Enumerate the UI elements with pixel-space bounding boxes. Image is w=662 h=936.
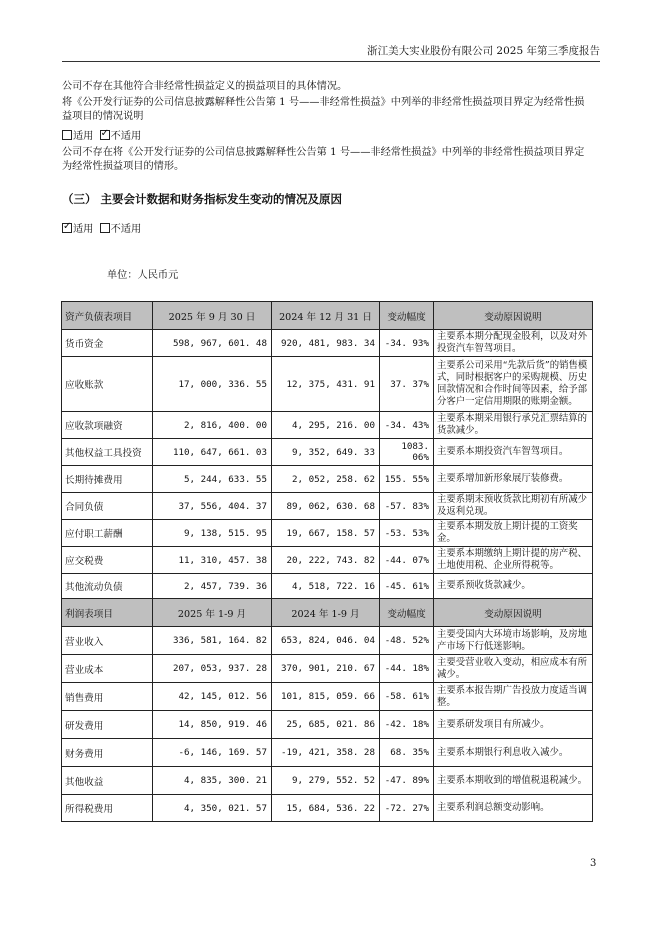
checkbox-not-applicable-2[interactable] xyxy=(100,223,110,233)
row-prior-value: 12, 375, 431. 91 xyxy=(272,357,380,412)
row-item: 其他流动负债 xyxy=(62,574,153,599)
header-rule xyxy=(62,61,600,62)
row-reason: 主要系预收货款减少。 xyxy=(434,574,593,599)
row-item: 合同负债 xyxy=(62,493,153,520)
row-change: -58. 61% xyxy=(380,683,434,711)
row-item: 其他收益 xyxy=(62,767,153,795)
table-row xyxy=(62,520,593,547)
row-current-value: 598, 967, 601. 48 xyxy=(153,330,272,357)
row-reason: 主要受营业收入变动，相应成本有所减少。 xyxy=(434,655,593,683)
row-prior-value: 920, 481, 983. 34 xyxy=(272,330,380,357)
table-row xyxy=(62,739,593,767)
row-current-value: 336, 581, 164. 82 xyxy=(153,627,272,655)
row-item: 应收款项融资 xyxy=(62,412,153,439)
checkbox-applicable-label-1: 适用 xyxy=(73,131,94,142)
row-item: 研发费用 xyxy=(62,711,153,739)
row-reason: 主要受国内大环境市场影响，及房地产市场下行低迷影响。 xyxy=(434,627,593,655)
row-change: -44. 07% xyxy=(380,547,434,574)
row-item: 应交税费 xyxy=(62,547,153,574)
row-reason: 主要系利润总额变动影响。 xyxy=(434,795,593,822)
column-header: 2025 年 9 月 30 日 xyxy=(153,302,272,330)
row-reason: 主要系本期缴纳上期计提的房产税、土地使用税、企业所得税等。 xyxy=(434,547,593,574)
column-header: 2024 年 1-9 月 xyxy=(272,599,380,627)
row-reason: 主要系本期银行利息收入减少。 xyxy=(434,739,593,767)
row-change: 155. 55% xyxy=(380,466,434,493)
table-row xyxy=(62,683,593,711)
table-row xyxy=(62,711,593,739)
row-prior-value: 101, 815, 059. 66 xyxy=(272,683,380,711)
row-reason: 主要系期末预收货款比期初有所减少及返利兑现。 xyxy=(434,493,593,520)
row-item: 其他权益工具投资 xyxy=(62,439,153,466)
row-item: 营业成本 xyxy=(62,655,153,683)
section-title: （三） 主要会计数据和财务指标发生变动的情况及原因 xyxy=(62,192,343,206)
row-change: -72. 27% xyxy=(380,795,434,822)
page-number: 3 xyxy=(590,858,597,869)
table-row xyxy=(62,547,593,574)
income-header-row xyxy=(62,599,593,627)
column-header: 变动原因说明 xyxy=(434,599,593,627)
row-current-value: 110, 647, 661. 03 xyxy=(153,439,272,466)
financial-changes-table xyxy=(61,301,593,822)
row-reason: 主要系本期投资汽车智驾项目。 xyxy=(434,439,593,466)
row-current-value: 207, 053, 937. 28 xyxy=(153,655,272,683)
checkbox-applicable-2[interactable] xyxy=(62,223,72,233)
applicability-check-2 xyxy=(62,223,141,236)
row-prior-value: 9, 279, 552. 52 xyxy=(272,767,380,795)
row-reason: 主要系公司采用“先款后货”的销售模式，同时根据客户的采购规模、历史回款情况和合作时间等因素，给予部分客户一定信用期限的账期金额。 xyxy=(434,357,593,412)
row-current-value: 4, 350, 021. 57 xyxy=(153,795,272,822)
row-reason: 主要系研发项目有所减少。 xyxy=(434,711,593,739)
column-header: 利润表项目 xyxy=(62,599,153,627)
row-change: 37. 37% xyxy=(380,357,434,412)
checkbox-not-applicable-label-1: 不适用 xyxy=(110,131,142,142)
row-prior-value: 2, 052, 258. 62 xyxy=(272,466,380,493)
column-header: 资产负债表项目 xyxy=(62,302,153,330)
row-current-value: -6, 146, 169. 57 xyxy=(153,739,272,767)
row-change: -34. 43% xyxy=(380,412,434,439)
row-change: -42. 18% xyxy=(380,711,434,739)
row-current-value: 42, 145, 012. 56 xyxy=(153,683,272,711)
applicability-check-1 xyxy=(62,130,141,143)
table-row xyxy=(62,655,593,683)
row-current-value: 37, 556, 404. 37 xyxy=(153,493,272,520)
intro-paragraph-1: 公司不存在其他符合非经常性损益定义的损益项目的具体情况。 xyxy=(62,81,348,92)
row-change: -44. 18% xyxy=(380,655,434,683)
row-prior-value: 653, 824, 046. 04 xyxy=(272,627,380,655)
row-current-value: 11, 310, 457. 38 xyxy=(153,547,272,574)
row-current-value: 9, 138, 515. 95 xyxy=(153,520,272,547)
row-prior-value: -19, 421, 358. 28 xyxy=(272,739,380,767)
row-prior-value: 89, 062, 630. 68 xyxy=(272,493,380,520)
row-prior-value: 25, 685, 021. 86 xyxy=(272,711,380,739)
table-row xyxy=(62,439,593,466)
row-current-value: 2, 816, 400. 00 xyxy=(153,412,272,439)
currency-unit: 单位：人民币元 xyxy=(107,270,179,281)
checkbox-applicable-label-2: 适用 xyxy=(73,224,94,235)
table-row xyxy=(62,357,593,412)
column-header: 变动幅度 xyxy=(380,599,434,627)
checkmark-icon: ✓ xyxy=(100,128,110,139)
column-header: 2024 年 12 月 31 日 xyxy=(272,302,380,330)
checkbox-applicable-1[interactable] xyxy=(62,130,72,140)
intro-paragraph-2: 将《公开发行证券的公司信息披露解释性公告第 1 号——非经常性损益》中列举的非经常性损益项目界定为经常性损益项目的情况说明 xyxy=(62,97,585,122)
row-change: 1083. 06% xyxy=(380,439,434,466)
table-row xyxy=(62,627,593,655)
row-reason: 主要系本期发放上期计提的工资奖金。 xyxy=(434,520,593,547)
row-prior-value: 19, 667, 158. 57 xyxy=(272,520,380,547)
row-item: 营业收入 xyxy=(62,627,153,655)
row-change: 68. 35% xyxy=(380,739,434,767)
row-item: 长期待摊费用 xyxy=(62,466,153,493)
row-reason: 主要系本报告期广告投放力度适当调整。 xyxy=(434,683,593,711)
report-header: 浙江美大实业股份有限公司 2025 年第三季度报告 xyxy=(367,45,600,57)
row-item: 应收账款 xyxy=(62,357,153,412)
table-row xyxy=(62,574,593,599)
row-current-value: 17, 000, 336. 55 xyxy=(153,357,272,412)
row-current-value: 5, 244, 633. 55 xyxy=(153,466,272,493)
checkbox-not-applicable-label-2: 不适用 xyxy=(110,224,142,235)
row-item: 应付职工薪酬 xyxy=(62,520,153,547)
checkmark-icon: ✓ xyxy=(63,221,72,232)
row-prior-value: 4, 518, 722. 16 xyxy=(272,574,380,599)
column-header: 2025 年 1-9 月 xyxy=(153,599,272,627)
row-item: 财务费用 xyxy=(62,739,153,767)
table-row xyxy=(62,330,593,357)
balance-header-row xyxy=(62,302,593,330)
row-item: 货币资金 xyxy=(62,330,153,357)
table-row xyxy=(62,466,593,493)
table-row xyxy=(62,412,593,439)
table-row xyxy=(62,767,593,795)
table-row xyxy=(62,493,593,520)
row-change: -53. 53% xyxy=(380,520,434,547)
row-item: 销售费用 xyxy=(62,683,153,711)
row-prior-value: 4, 295, 216. 00 xyxy=(272,412,380,439)
row-reason: 主要系本期分配现金股利，以及对外投资汽车智驾项目。 xyxy=(434,330,593,357)
row-change: -45. 61% xyxy=(380,574,434,599)
row-reason: 主要系增加新形象展厅装修费。 xyxy=(434,466,593,493)
row-change: -57. 83% xyxy=(380,493,434,520)
row-prior-value: 15, 684, 536. 22 xyxy=(272,795,380,822)
row-current-value: 2, 457, 739. 36 xyxy=(153,574,272,599)
column-header: 变动幅度 xyxy=(380,302,434,330)
row-change: -47. 89% xyxy=(380,767,434,795)
checkbox-not-applicable-1[interactable] xyxy=(100,130,110,140)
row-change: -48. 52% xyxy=(380,627,434,655)
row-prior-value: 370, 901, 210. 67 xyxy=(272,655,380,683)
row-current-value: 4, 835, 300. 21 xyxy=(153,767,272,795)
row-prior-value: 20, 222, 743. 82 xyxy=(272,547,380,574)
row-change: -34. 93% xyxy=(380,330,434,357)
row-prior-value: 9, 352, 649. 33 xyxy=(272,439,380,466)
table-row xyxy=(62,795,593,822)
row-current-value: 14, 850, 919. 46 xyxy=(153,711,272,739)
intro-paragraph-3: 公司不存在将《公开发行证券的公司信息披露解释性公告第 1 号——非经常性损益》中列举的非经常性损益项目界定为经常性损益项目的情形。 xyxy=(62,147,585,172)
row-reason: 主要系本期收到的增值税退税减少。 xyxy=(434,767,593,795)
row-reason: 主要系本期采用银行承兑汇票结算的货款减少。 xyxy=(434,412,593,439)
row-item: 所得税费用 xyxy=(62,795,153,822)
column-header: 变动原因说明 xyxy=(434,302,593,330)
